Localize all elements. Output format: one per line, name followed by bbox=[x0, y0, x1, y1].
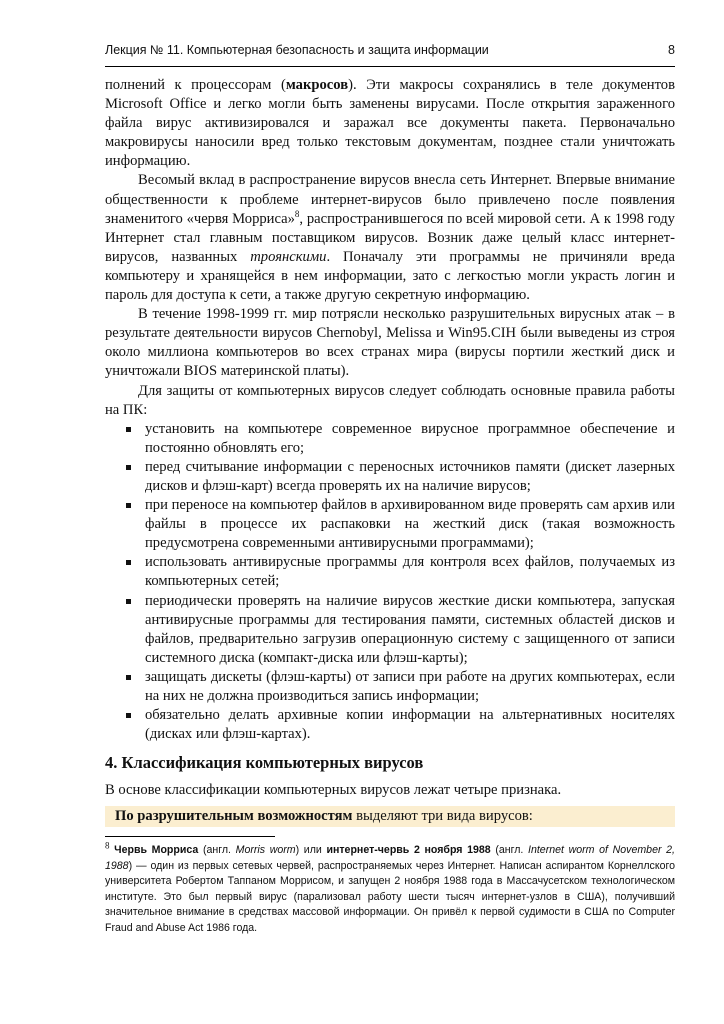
list-item: защищать дискеты (флэш-карты) от записи при работе на других компьютерах, если на них не должна производиться запись информации; bbox=[105, 668, 675, 706]
bullet-icon bbox=[126, 503, 131, 508]
bullet-icon bbox=[126, 427, 131, 432]
page-number: 8 bbox=[668, 43, 675, 57]
list-item: периодически проверять на наличие вирусов жесткие диски компьютера, запуская антивирусные программы для тестирования памяти, системных областей дисков и файлов, предварительно загрузив операционную систему с защищенного от записи системного диска (компакт-диска или флэш-карты); bbox=[105, 592, 675, 668]
bullet-icon bbox=[126, 599, 131, 604]
highlighted-line: По разрушительным возможностям выделяют три вида вирусов: bbox=[105, 806, 675, 827]
bullet-icon bbox=[126, 675, 131, 680]
rules-list bbox=[105, 420, 675, 745]
footnote-rule bbox=[105, 836, 275, 837]
page-header bbox=[105, 43, 675, 57]
list-item: установить на компьютере современное вирусное программное обеспечение и постоянно обновлять его; bbox=[105, 420, 675, 458]
bold-term: макросов bbox=[285, 77, 349, 93]
footnote-reference[interactable]: 8 bbox=[294, 208, 300, 219]
paragraph-rules-intro: Для защиты от компьютерных вирусов следует соблюдать основные правила работы на ПК: bbox=[105, 382, 675, 418]
list-item: при переносе на компьютер файлов в архивированном виде проверять сам архив или файлы в процессе их распаковки на жесткий диск (такая возможность предусмотрена современными антивирусными программами); bbox=[105, 496, 675, 553]
paragraph-attacks: В течение 1998-1999 гг. мир потрясли несколько разрушительных вирусных атак – в результате деятельности вирусов Chernobyl, Melissa и Win95.CIH были выведены из строя около миллиона компьютеров во всех странах мира (вирусы портили жесткий диск и уничтожали BIOS материнской платы). bbox=[105, 306, 675, 380]
header-title: Лекция № 11. Компьютерная безопасность и защита информации bbox=[105, 43, 489, 57]
section-heading: 4. Классификация компьютерных вирусов bbox=[105, 753, 424, 772]
bullet-icon bbox=[126, 713, 131, 718]
list-item: обязательно делать архивные копии информации на альтернативных носителях (дисках или флэш-картах). bbox=[105, 706, 675, 744]
section-intro: В основе классификации компьютерных вирусов лежат четыре признака. bbox=[105, 782, 562, 798]
bullet-icon bbox=[126, 560, 131, 565]
paragraph-macro: полнений к процессорам (макросов). Эти макросы сохранялись в теле документов Microsoft Office и легко могли быть заменены вирусами. После открытия зараженного файла вирус активизировался и заражал все документы пакета. Первоначально макровирусы наносили вред только текстовым документам, позднее стали уничтожать информацию. bbox=[105, 77, 675, 170]
bullet-icon bbox=[126, 465, 131, 470]
list-item: использовать антивирусные программы для контроля всех файлов, получаемых из компьютерных сетей; bbox=[105, 553, 675, 591]
body-text bbox=[105, 76, 675, 744]
header-rule bbox=[105, 66, 675, 67]
footnote: $^8$ Червь Морриса (англ. Morris worm) или интернет-червь 2 ноября 1988 (англ. Internet worm of November 2, 1988) — один из первых сетевых червей, распространяемых через Интернет. Написан аспирантом Корнеллского университета Робертом Таппаном Моррисом, и запущен 2 ноября 1988 года в Массачусетском технологическом институте. Это был первый вирус (парализовал работу шести тысяч интернет-узлов в США), получивший значительное внимание в средствах массовой информации. Он привёл к первой судимости в США по Computer Fraud and Abuse Act 1986 года. bbox=[105, 840, 675, 934]
paragraph-internet: Весомый вклад в распространение вирусов внесла сеть Интернет. Впервые внимание общественности к проблеме интернет-вирусов было привлечено после появления знаменитого «червя Морриса»$^8$, распространившегося по всей мировой сети. А к 1998 году Интернет стал главным поставщиком вирусов. Возник даже целый класс интернет-вирусов, названных троянскими. Поначалу эти программы не причиняли вреда компьютеру и хранящейся в нем информации, зато с легкостью могли украсть логин и пароль для доступа к сети, а также другую секретную информацию. bbox=[105, 172, 675, 304]
italic-term: троянскими bbox=[250, 248, 327, 265]
list-item: перед считывание информации с переносных источников памяти (дискет лазерных дисков и флэш-карт) всегда проверять их на наличие вирусов; bbox=[105, 458, 675, 496]
footnote-number: 8 bbox=[105, 840, 110, 851]
